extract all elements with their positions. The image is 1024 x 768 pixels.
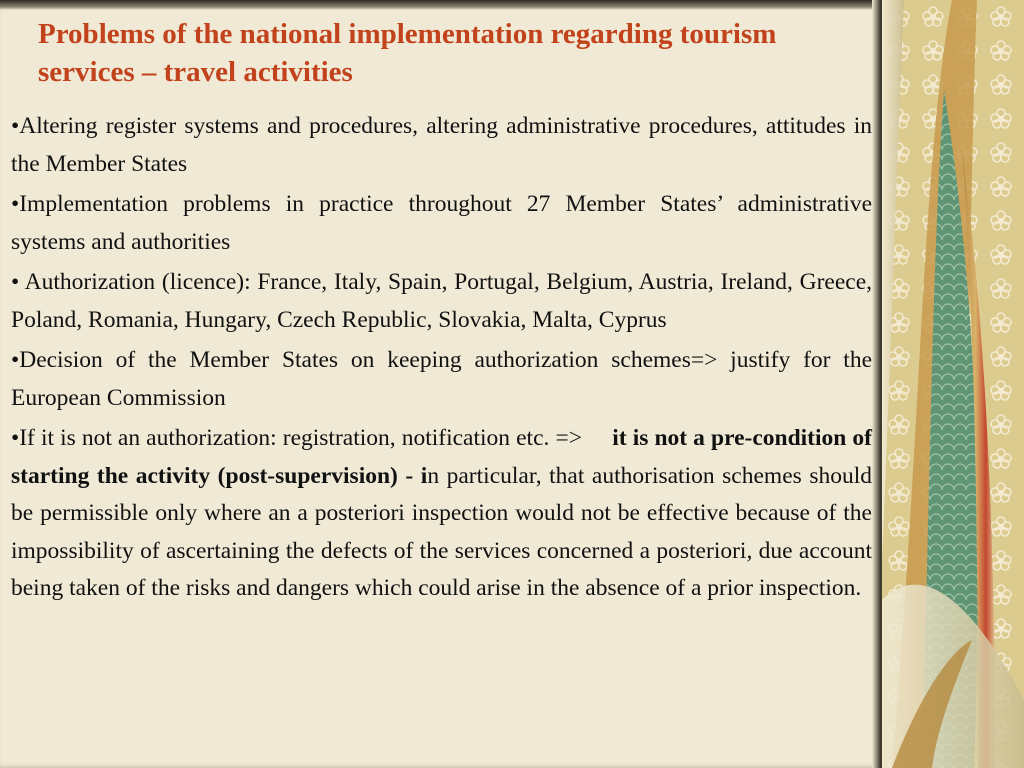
slide-body [11,108,872,611]
bullet-not-authorization [11,420,872,608]
bullet-text-tail: n particular, that authorisation schemes should be permissible only where an a posteriori inspection would not be effective because of the impossibility of ascertaining the defects of the services concerned a posteriori, due account being taken of the risks and dangers which could arise in the absence of a prior inspection. [11,462,872,601]
bullet-decision-member-states: •Decision of the Member States on keeping authorization schemes=> justify for the European Commission [11,347,872,411]
bullet-text-lead: •If it is not an authorization: registration, notification etc. => [11,425,613,451]
bullet-implementation-problems: •Implementation problems in practice throughout 27 Member States’ administrative systems and authorities [11,191,872,255]
frame-top-edge [0,0,882,10]
slide-title: Problems of the national implementation regarding tourism services – travel activities [38,18,777,88]
bullet-authorization-countries: • Authorization (licence): France, Italy, Spain, Portugal, Belgium, Austria, Ireland, Greece, Poland, Romania, Hungary, Czech Republic, Slovakia, Malta, Cyprus [11,269,872,333]
bullet-text-bold: it is not a pre-condition of starting the activity (post-supervision) - i [11,425,872,489]
bullet-register-systems: •Altering register systems and procedures, altering administrative procedures, attitudes in the Member States [11,113,872,177]
floral-pattern-decoration [882,0,1024,768]
